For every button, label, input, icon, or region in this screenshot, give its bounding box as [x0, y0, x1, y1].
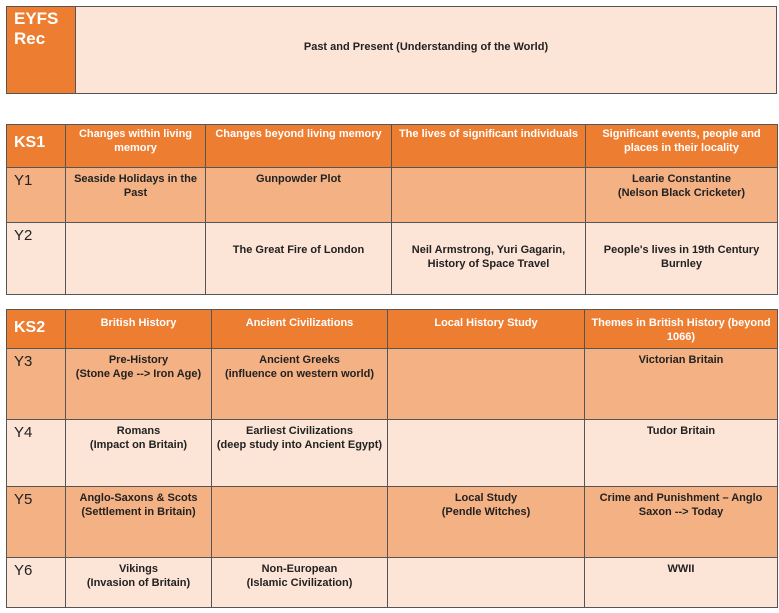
table-row	[7, 168, 778, 223]
table-row	[7, 420, 778, 487]
eyfs-stage-line2: Rec	[14, 29, 46, 48]
year-label: Y6	[7, 558, 66, 608]
topic-cell: Earliest Civilizations (deep study into Ancient Egypt)	[212, 420, 388, 487]
topic-cell: Neil Armstrong, Yuri Gagarin, History of Space Travel	[392, 223, 586, 295]
ks1-header-row	[7, 125, 778, 168]
table-row	[7, 223, 778, 295]
topic-cell: People's lives in 19th Century Burnley	[586, 223, 778, 295]
year-label: Y5	[7, 487, 66, 558]
topic-cell	[392, 168, 586, 223]
year-label: Y2	[7, 223, 66, 295]
topic-cell: Tudor Britain	[585, 420, 778, 487]
ks2-col-header: Themes in British History (beyond 1066)	[585, 310, 778, 349]
table-row	[7, 487, 778, 558]
ks1-stage-label: KS1	[7, 125, 66, 168]
ks1-col-header: Significant events, people and places in their locality	[586, 125, 778, 168]
ks1-col-header: Changes beyond living memory	[206, 125, 392, 168]
ks1-col-header: Changes within living memory	[66, 125, 206, 168]
ks2-col-header: British History	[66, 310, 212, 349]
eyfs-topic: Past and Present (Understanding of the World)	[76, 7, 777, 94]
table-row	[7, 349, 778, 420]
topic-cell: Learie Constantine (Nelson Black Cricketer)	[586, 168, 778, 223]
topic-cell: Anglo-Saxons & Scots (Settlement in Britain)	[66, 487, 212, 558]
ks2-header-row	[7, 310, 778, 349]
topic-cell: Crime and Punishment – Anglo Saxon --> Today	[585, 487, 778, 558]
ks2-stage-label: KS2	[7, 310, 66, 349]
eyfs-row	[7, 7, 777, 94]
ks1-table	[6, 124, 778, 295]
topic-cell	[388, 420, 585, 487]
eyfs-table	[6, 6, 777, 94]
topic-cell: Vikings (Invasion of Britain)	[66, 558, 212, 608]
topic-cell	[212, 487, 388, 558]
table-row	[7, 558, 778, 608]
topic-cell	[66, 223, 206, 295]
topic-cell: Victorian Britain	[585, 349, 778, 420]
ks1-col-header: The lives of significant individuals	[392, 125, 586, 168]
ks2-col-header: Local History Study	[388, 310, 585, 349]
topic-cell	[388, 558, 585, 608]
year-label: Y4	[7, 420, 66, 487]
topic-cell: Local Study (Pendle Witches)	[388, 487, 585, 558]
topic-cell: The Great Fire of London	[206, 223, 392, 295]
topic-cell: WWII	[585, 558, 778, 608]
topic-cell: Non-European (Islamic Civilization)	[212, 558, 388, 608]
year-label: Y1	[7, 168, 66, 223]
topic-cell	[388, 349, 585, 420]
eyfs-stage-label	[7, 7, 76, 94]
year-label: Y3	[7, 349, 66, 420]
topic-cell: Seaside Holidays in the Past	[66, 168, 206, 223]
topic-cell: Ancient Greeks (influence on western world)	[212, 349, 388, 420]
ks2-col-header: Ancient Civilizations	[212, 310, 388, 349]
eyfs-stage-line1: EYFS	[14, 9, 59, 28]
topic-cell: Romans (Impact on Britain)	[66, 420, 212, 487]
topic-cell: Pre-History (Stone Age --> Iron Age)	[66, 349, 212, 420]
topic-cell: Gunpowder Plot	[206, 168, 392, 223]
ks2-table	[6, 309, 778, 608]
